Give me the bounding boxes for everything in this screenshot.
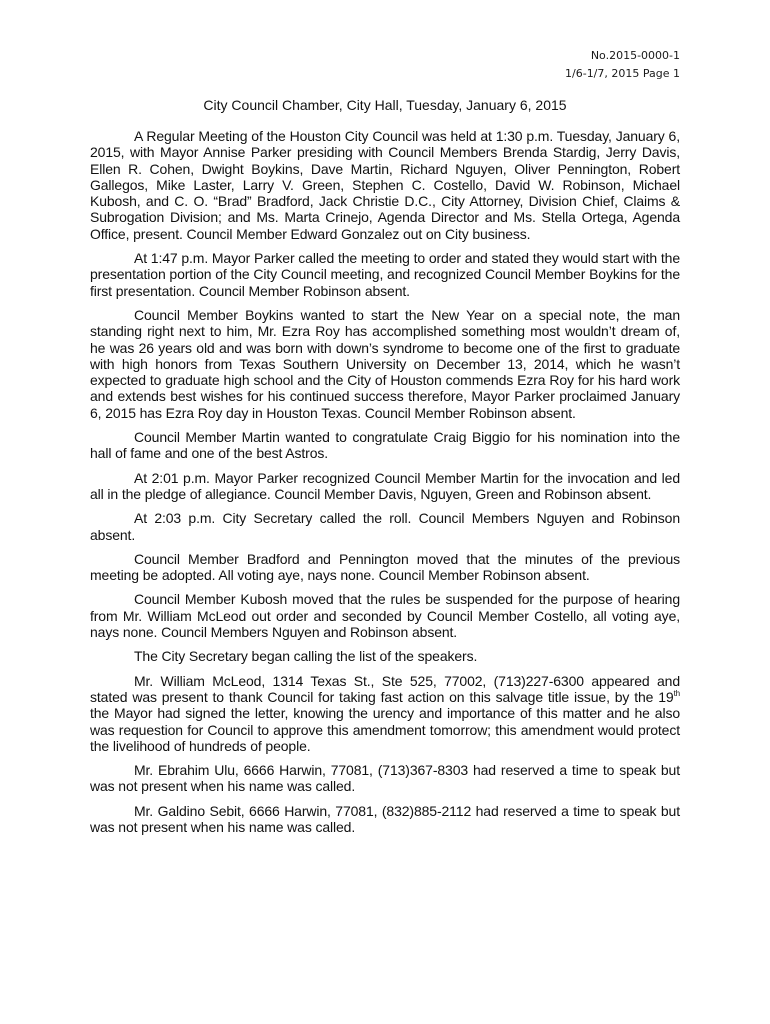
page-header xyxy=(565,47,680,83)
document-title: City Council Chamber, City Hall, Tuesday, January 6, 2015 xyxy=(203,97,567,113)
ordinal-suffix: th xyxy=(673,688,680,698)
paragraph-call-to-order: At 1:47 p.m. Mayor Parker called the meeting to order and stated they would start with the presentation portion of the City Council meeting, and recognized Council Member Boykins for the first presentation. Council Member Robinson absent. xyxy=(90,250,680,299)
mcleod-text-after: the Mayor had signed the letter, knowing the urency and importance of this matter and he also was requestion for Council to approve this amendment tomorrow; this amendment would protect the livelihood of hundreds of people. xyxy=(90,705,680,754)
paragraph-minutes-adopted: Council Member Bradford and Pennington moved that the minutes of the previous meeting be adopted. All voting aye, nays none. Council Member Robinson absent. xyxy=(90,550,680,584)
paragraph-speaker-mcleod xyxy=(90,673,680,754)
page-reference: 1/6-1/7, 2015 Page 1 xyxy=(565,67,680,80)
paragraph-attendance: A Regular Meeting of the Houston City Council was held at 1:30 p.m. Tuesday, January 6, 2015, with Mayor Annise Parker presiding with Council Members Brenda Stardig, Jerry Davis, Ellen R. Cohen, Dwight Boykins, Dave Martin, Richard Nguyen, Oliver Pennington, Robert Gallegos, Mike Laster, Larry V. Green, Stephen C. Costello, David W. Robinson, Michael Kubosh, and C. O. “Brad” Bradford, Jack Christie D.C., City Attorney, Division Chief, Claims & Subrogation Division; and Ms. Marta Crinejo, Agenda Director and Ms. Stella Ortega, Agenda Office, present. Council Member Edward Gonzalez out on City business. xyxy=(90,128,680,242)
paragraph-invocation: At 2:01 p.m. Mayor Parker recognized Council Member Martin for the invocation and led all in the pledge of allegiance. Council Member Davis, Nguyen, Green and Robinson absent. xyxy=(90,469,680,502)
mcleod-text-before: Mr. William McLeod, 1314 Texas St., Ste 525, 77002, (713)227-6300 appeared and stated was present to thank Council for taking fast action on this salvage title issue, by the 19 xyxy=(90,672,680,705)
paragraph-rules-suspended: Council Member Kubosh moved that the rules be suspended for the purpose of hearing from Mr. William McLeod out order and seconded by Council Member Costello, all voting aye, nays none. Council Members Nguyen and Robinson absent. xyxy=(90,591,680,641)
paragraph-speakers-list: The City Secretary began calling the list of the speakers. xyxy=(134,648,478,665)
document-number: No.2015-0000-1 xyxy=(590,49,680,62)
paragraph-boykins-presentation: Council Member Boykins wanted to start the New Year on a special note, the man standing right next to him, Mr. Ezra Roy has accomplished something most wouldn’t dream of, he was 26 years old and was born with down’s syndrome to become one of the first to graduate with high honors from Texas Southern University on December 13, 2014, which he wasn’t expected to graduate high school and the City of Houston commends Ezra Roy for his hard work and extends best wishes for his continued success therefore, Mayor Parker proclaimed January 6, 2015 has Ezra Roy day in Houston Texas. Council Member Robinson absent. xyxy=(90,306,680,421)
paragraph-martin-congratulation: Council Member Martin wanted to congratulate Craig Biggio for his nomination into the hall of fame and one of the best Astros. xyxy=(90,429,680,462)
paragraph-speaker-sebit: Mr. Galdino Sebit, 6666 Harwin, 77081, (832)885-2112 had reserved a time to speak but was not present when his name was called. xyxy=(90,802,680,835)
paragraph-speaker-ulu: Mr. Ebrahim Ulu, 6666 Harwin, 77081, (713)367-8303 had reserved a time to speak but was not present when his name was called. xyxy=(90,762,680,795)
paragraph-roll-call: At 2:03 p.m. City Secretary called the roll. Council Members Nguyen and Robinson absent. xyxy=(90,510,680,543)
minutes-body xyxy=(90,128,680,843)
